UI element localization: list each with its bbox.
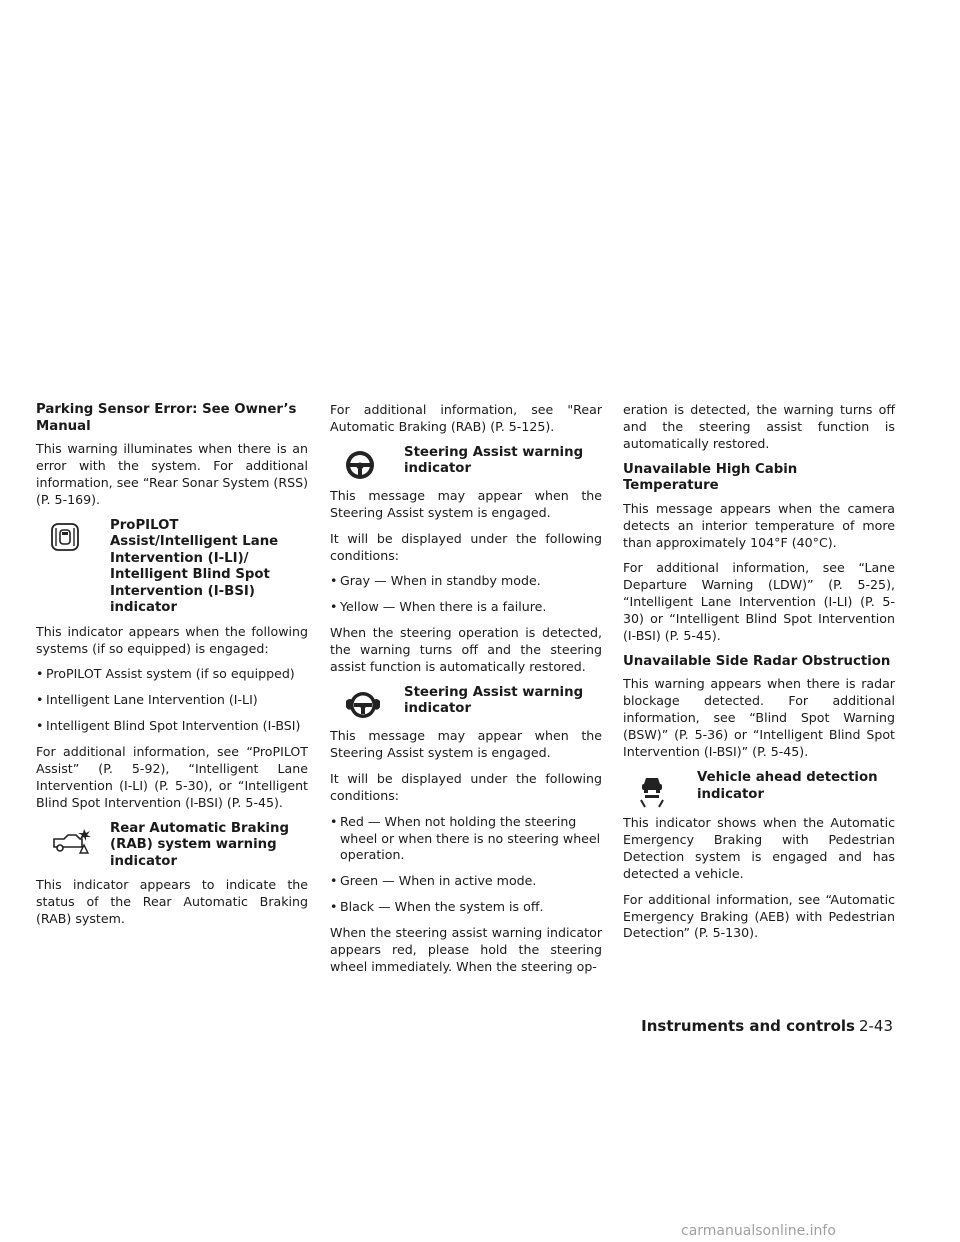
indicator-steering-assist-1 [330,445,602,481]
column-middle [330,402,602,985]
steering-assist-2-list [330,814,602,917]
list-item: • ProPILOT Assist system (if so equipped) [36,666,308,683]
paragraph-rab-reference: For additional information, see "Rear Automatic Braking (RAB) (P. 5-125). [330,402,602,434]
heading-side-radar-obstruction: Unavailable Side Radar Obstruction [623,653,891,669]
indicator-vehicle-ahead-title: Vehicle ahead detection indicator [697,770,878,802]
paragraph-vehicle-ahead: This indicator shows when the Automatic Emergency Braking with Pedestrian Detection system is engaged and has detected a vehicle. [623,815,895,881]
page-number: 2-43 [858,1017,893,1035]
propilot-car-lane-icon [50,518,94,552]
list-item: • Red — When not holding the steering wheel or when there is no steering wheel operation. [330,814,602,865]
page-footer [641,1017,893,1035]
paragraph-vehicle-ahead-reference: For additional information, see “Automatic Emergency Braking (AEB) with Pedestrian Detection” (P. 5-130). [623,891,895,941]
heading-high-cabin-temperature: Unavailable High Cabin Temperature [623,461,798,494]
column-left [36,402,308,937]
indicator-vehicle-ahead [623,770,895,808]
paragraph-steering-assist-1-detect: When the steering operation is detected, the warning turns off and the steering assist function is automatically restored. [330,625,602,675]
indicator-rab-title: Rear Automatic Braking (RAB) system warning indicator [110,820,289,869]
list-item: • Black — When the system is off. [330,899,602,916]
indicator-propilot [36,518,308,617]
steering-assist-1-list [330,573,602,616]
column-right [623,402,895,951]
list-item: • Gray — When in standby mode. [330,573,602,590]
indicator-propilot-title: ProPILOT Assist/Intelligent Lane Intervention (I-LI)/ Intelligent Blind Spot Intervention (I-BSI) indicator [110,517,279,616]
indicator-steering-assist-2 [330,685,602,721]
steering-wheel-icon [344,445,388,481]
indicator-steering-assist-2-title: Steering Assist warning indicator [404,684,584,717]
paragraph-steering-assist-2: This message may appear when the Steering Assist system is engaged. [330,727,602,760]
watermark: carmanualsonline.info [681,1223,836,1239]
indicator-rab [36,821,308,871]
paragraph-high-cabin-temperature: This message appears when the camera detects an interior temperature of more than approximately 104°F (40°C). [623,500,895,550]
list-item: • Green — When in active mode. [330,873,602,890]
paragraph-propilot-reference: For additional information, see “ProPILOT Assist” (P. 5-92), “Intelligent Lane Intervention (I-LI) (P. 5-30), or “Intelligent Blind Spot Intervention (I-BSI) (P. 5-45). [36,744,308,810]
list-item: • Intelligent Blind Spot Intervention (I-BSI) [36,718,308,735]
paragraph-continued: eration is detected, the warning turns off and the steering assist function is automatically restored. [623,402,895,451]
list-item: • Intelligent Lane Intervention (I-LI) [36,692,308,709]
steering-wheel-hands-icon [344,685,388,721]
paragraph-parking-sensor: This warning illuminates when there is an error with the system. For additional information, see “Rear Sonar System (RSS) (P. 5-169). [36,441,308,507]
paragraph-propilot: This indicator appears when the following systems (if so equipped) is engaged: [36,623,308,656]
paragraph-steering-assist-2-conditions: It will be displayed under the following conditions: [330,770,602,803]
heading-parking-sensor-error: Parking Sensor Error: See Owner’s Manual [36,402,297,434]
paragraph-steering-assist-1: This message may appear when the Steering Assist system is engaged. [330,487,602,520]
vehicle-ahead-icon [637,770,681,808]
paragraph-side-radar-obstruction: This warning appears when there is radar blockage detected. For additional information, see “Blind Spot Warning (BSW)” (P. 5-36) or “Intelligent Blind Spot Intervention (I-BSI)” (P. 5-45). [623,676,895,760]
paragraph-high-cabin-temperature-reference: For additional information, see “Lane Departure Warning (LDW)” (P. 5-25), “Intelligent Lane Intervention (I-LI) (P. 5-30) or “Intelligent Blind Spot Intervention (I-BSI) (P. 5-45). [623,560,895,644]
rear-automatic-braking-icon [50,821,94,857]
list-item: • Yellow — When there is a failure. [330,599,602,616]
footer-section-title: Instruments and controls [641,1017,855,1035]
paragraph-rab: This indicator appears to indicate the status of the Rear Automatic Braking (RAB) system. [36,877,308,927]
propilot-system-list [36,666,308,735]
paragraph-steering-assist-2-red: When the steering assist warning indicator appears red, please hold the steering wheel immediately. When the steering op- [330,925,602,974]
indicator-steering-assist-1-title: Steering Assist warning indicator [404,444,584,477]
paragraph-steering-assist-1-conditions: It will be displayed under the following conditions: [330,530,602,563]
